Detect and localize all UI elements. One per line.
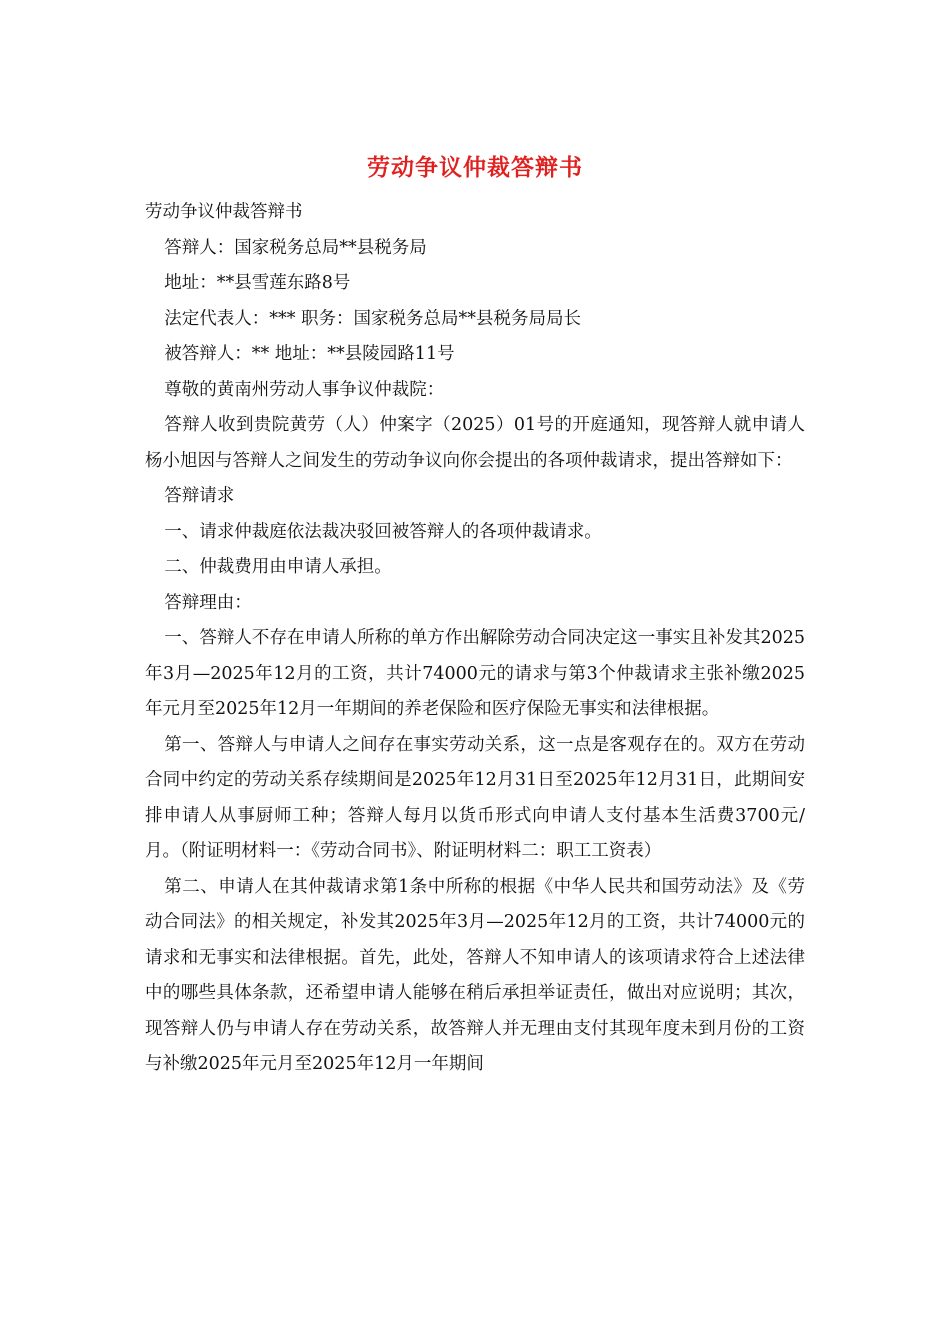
legal-representative-line: 法定代表人：*** 职务：国家税务总局**县税务局局长 <box>164 308 582 329</box>
section-heading-reasons: 答辩理由： <box>164 592 252 613</box>
claimant-line: 被答辩人：** 地址：**县陵园路11号 <box>164 344 455 364</box>
salutation-line: 尊敬的黄南州劳动人事争议仲裁院： <box>164 379 445 400</box>
reason-paragraph-3: 第二、申请人在其仲裁请求第1条中所称的根据《中华人民共和国劳动法》及《劳动合同法》的相关规定，补发其2025年3月—2025年12月的工资，共计74000元的请求和无事实和法律根据。首先，此处，答辩人不知申请人的该项请求符合上述法律中的哪些具体条款，还希望申请人能够在稍后承担举证责任，做出对应说明；其次，现答辩人仍与申请人存在劳动关系，故答辩人并无理由支付其现年度未到月份的工资与补缴2025年元月至2025年12月一年期间 <box>145 876 805 1074</box>
document-title: 劳动争议仲裁答辩书 <box>367 154 583 181</box>
respondent-line: 答辩人：国家税务总局**县税务局 <box>164 237 427 258</box>
intro-paragraph: 答辩人收到贵院黄劳（人）仲案字（2025）01号的开庭通知，现答辩人就申请人 杨小旭因与答辩人之间发生的劳动争议向你会提出的各项仲裁请求，提出答辩如下： <box>145 415 805 471</box>
body-heading: 劳动争议仲裁答辩书 <box>145 202 303 222</box>
address-line: 地址：**县雪莲东路8号 <box>164 273 351 293</box>
request-item-2: 二、仲裁费用由申请人承担。 <box>164 557 392 577</box>
reason-paragraph-2: 第一、答辩人与申请人之间存在事实劳动关系，这一点是客观存在的。双方在劳动合同中约定的劳动关系存续期间是2025年12月31日至2025年12月31日，此期间安排申请人从事厨师工种；答辩人每月以货币形式向申请人支付基本生活费3700元/月。（附证明材料一：《劳动合同书》、附证明材料二：职工工资表） <box>145 734 805 861</box>
document-body <box>145 195 805 1083</box>
reason-paragraph-1: 一、答辩人不存在申请人所称的单方作出解除劳动合同决定这一事实且补发其2025年3月—2025年12月的工资，共计74000元的请求与第3个仲裁请求主张补缴2025年元月至2025年12月一年期间的养老保险和医疗保险无事实和法律根据。 <box>145 628 805 719</box>
request-item-1: 一、请求仲裁庭依法裁决驳回被答辩人的各项仲裁请求。 <box>164 521 602 542</box>
section-heading-requests: 答辩请求 <box>164 486 235 506</box>
